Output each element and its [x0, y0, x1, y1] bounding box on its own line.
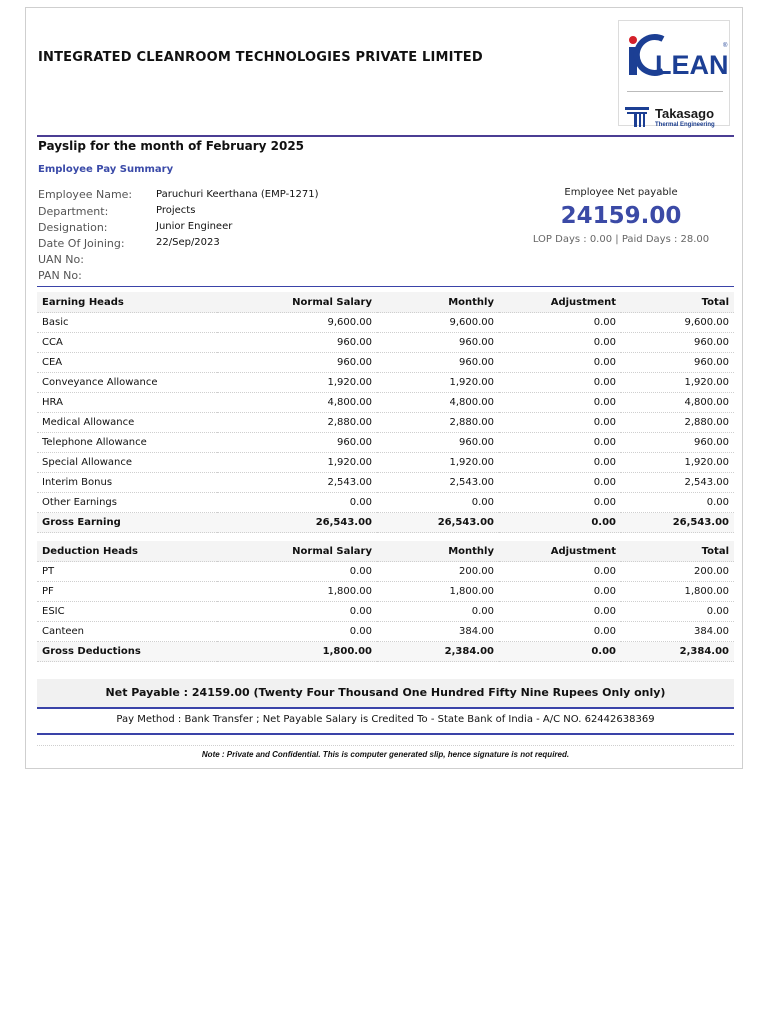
svg-text:LEAN: LEAN — [655, 50, 729, 80]
gross-earning-label: Gross Earning — [37, 513, 217, 533]
normal-salary: 960.00 — [217, 353, 377, 373]
adjustment: 0.00 — [499, 602, 621, 622]
normal-salary-header: Normal Salary — [217, 292, 377, 313]
monthly: 1,920.00 — [377, 453, 499, 473]
takasago-mark-icon — [625, 107, 651, 127]
adjustment: 0.00 — [499, 333, 621, 353]
adjustment: 0.00 — [499, 313, 621, 333]
earning-head: Special Allowance — [37, 453, 217, 473]
earning-head: Telephone Allowance — [37, 433, 217, 453]
deduction-heads-header: Deduction Heads — [37, 541, 217, 562]
note-divider — [37, 745, 734, 746]
summary-divider — [37, 286, 734, 287]
uan-label: UAN No: — [38, 253, 84, 266]
monthly-header: Monthly — [377, 541, 499, 562]
total: 2,543.00 — [621, 473, 734, 493]
takasago-name: Takasago — [655, 106, 715, 121]
total: 9,600.00 — [621, 313, 734, 333]
normal-salary: 0.00 — [217, 562, 377, 582]
joining-date-value: 22/Sep/2023 — [156, 237, 220, 248]
gross-monthly: 2,384.00 — [377, 642, 499, 662]
adjustment-header: Adjustment — [499, 541, 621, 562]
table-row — [37, 333, 734, 353]
payslip-sheet — [25, 7, 743, 769]
logo-divider — [627, 91, 723, 92]
total: 200.00 — [621, 562, 734, 582]
adjustment: 0.00 — [499, 413, 621, 433]
monthly: 960.00 — [377, 433, 499, 453]
gross-deductions-row — [37, 642, 734, 662]
pay-method-divider — [37, 733, 734, 735]
total: 2,880.00 — [621, 413, 734, 433]
earning-head: CCA — [37, 333, 217, 353]
monthly: 960.00 — [377, 353, 499, 373]
gross-adjustment: 0.00 — [499, 642, 621, 662]
table-row — [37, 562, 734, 582]
total-header: Total — [621, 541, 734, 562]
header-divider — [37, 135, 734, 137]
earning-heads-header: Earning Heads — [37, 292, 217, 313]
gross-total: 2,384.00 — [621, 642, 734, 662]
deductions-header-row — [37, 541, 734, 562]
adjustment: 0.00 — [499, 562, 621, 582]
normal-salary: 0.00 — [217, 602, 377, 622]
deduction-head: PF — [37, 582, 217, 602]
employee-name-label: Employee Name: — [38, 188, 133, 201]
total: 4,800.00 — [621, 393, 734, 413]
iclean-logo-icon — [619, 25, 731, 85]
total: 960.00 — [621, 333, 734, 353]
gross-adjustment: 0.00 — [499, 513, 621, 533]
earning-head: Medical Allowance — [37, 413, 217, 433]
adjustment: 0.00 — [499, 582, 621, 602]
adjustment: 0.00 — [499, 433, 621, 453]
gross-normal-salary: 26,543.00 — [217, 513, 377, 533]
employee-name-value: Paruchuri Keerthana (EMP-1271) — [156, 189, 319, 200]
adjustment: 0.00 — [499, 353, 621, 373]
net-payable-in-words: Net Payable : 24159.00 (Twenty Four Thousand One Hundred Fifty Nine Rupees Only only) — [37, 679, 734, 707]
normal-salary: 960.00 — [217, 333, 377, 353]
table-row — [37, 602, 734, 622]
adjustment-header: Adjustment — [499, 292, 621, 313]
total: 1,920.00 — [621, 373, 734, 393]
monthly-header: Monthly — [377, 292, 499, 313]
table-row — [37, 453, 734, 473]
earning-head: Interim Bonus — [37, 473, 217, 493]
monthly: 0.00 — [377, 602, 499, 622]
deductions-table — [37, 541, 734, 662]
normal-salary: 960.00 — [217, 433, 377, 453]
monthly: 1,920.00 — [377, 373, 499, 393]
monthly: 4,800.00 — [377, 393, 499, 413]
joining-date-label: Date Of Joining: — [38, 237, 125, 250]
normal-salary: 9,600.00 — [217, 313, 377, 333]
gross-total: 26,543.00 — [621, 513, 734, 533]
net-payable-amount: 24159.00 — [560, 203, 682, 229]
total: 1,800.00 — [621, 582, 734, 602]
earning-head: CEA — [37, 353, 217, 373]
adjustment: 0.00 — [499, 373, 621, 393]
svg-text:®: ® — [723, 43, 728, 49]
earning-head: Other Earnings — [37, 493, 217, 513]
net-payable-divider — [37, 707, 734, 709]
pan-label: PAN No: — [38, 269, 82, 282]
table-row — [37, 313, 734, 333]
total: 0.00 — [621, 602, 734, 622]
payslip-title: Payslip for the month of February 2025 — [38, 139, 305, 153]
adjustment: 0.00 — [499, 453, 621, 473]
monthly: 384.00 — [377, 622, 499, 642]
deduction-head: ESIC — [37, 602, 217, 622]
normal-salary: 2,880.00 — [217, 413, 377, 433]
earnings-table — [37, 292, 734, 533]
normal-salary: 2,543.00 — [217, 473, 377, 493]
total: 384.00 — [621, 622, 734, 642]
normal-salary: 1,800.00 — [217, 582, 377, 602]
monthly: 2,880.00 — [377, 413, 499, 433]
total: 960.00 — [621, 353, 734, 373]
designation-value: Junior Engineer — [156, 221, 233, 232]
monthly: 0.00 — [377, 493, 499, 513]
adjustment: 0.00 — [499, 493, 621, 513]
company-name: INTEGRATED CLEANROOM TECHNOLOGIES PRIVATE LIMITED — [38, 50, 483, 65]
pay-method: Pay Method : Bank Transfer ; Net Payable Salary is Credited To - State Bank of India - A/C NO. 62442638369 — [116, 714, 655, 725]
earning-head: HRA — [37, 393, 217, 413]
normal-salary: 1,920.00 — [217, 453, 377, 473]
company-logo — [618, 20, 730, 126]
normal-salary: 1,920.00 — [217, 373, 377, 393]
takasago-subtitle: Thermal Engineering — [655, 122, 715, 128]
gross-deductions-label: Gross Deductions — [37, 642, 217, 662]
gross-monthly: 26,543.00 — [377, 513, 499, 533]
confidential-note: Note : Private and Confidential. This is computer generated slip, hence signature is not required. — [201, 750, 570, 759]
adjustment: 0.00 — [499, 393, 621, 413]
table-row — [37, 493, 734, 513]
payslip-subtitle: Employee Pay Summary — [38, 164, 174, 175]
earning-head: Conveyance Allowance — [37, 373, 217, 393]
table-row — [37, 582, 734, 602]
table-row — [37, 353, 734, 373]
designation-label: Designation: — [38, 221, 108, 234]
table-row — [37, 622, 734, 642]
table-row — [37, 473, 734, 493]
deduction-head: Canteen — [37, 622, 217, 642]
normal-salary: 4,800.00 — [217, 393, 377, 413]
takasago-logo — [625, 107, 725, 129]
department-value: Projects — [156, 205, 196, 216]
normal-salary-header: Normal Salary — [217, 541, 377, 562]
total: 960.00 — [621, 433, 734, 453]
monthly: 200.00 — [377, 562, 499, 582]
deduction-head: PT — [37, 562, 217, 582]
gross-normal-salary: 1,800.00 — [217, 642, 377, 662]
table-row — [37, 413, 734, 433]
monthly: 2,543.00 — [377, 473, 499, 493]
adjustment: 0.00 — [499, 473, 621, 493]
normal-salary: 0.00 — [217, 493, 377, 513]
monthly: 960.00 — [377, 333, 499, 353]
total: 0.00 — [621, 493, 734, 513]
table-row — [37, 393, 734, 413]
gross-earning-row — [37, 513, 734, 533]
department-label: Department: — [38, 205, 109, 218]
adjustment: 0.00 — [499, 622, 621, 642]
earnings-header-row — [37, 292, 734, 313]
earning-head: Basic — [37, 313, 217, 333]
lop-paid-days: LOP Days : 0.00 | Paid Days : 28.00 — [532, 234, 710, 245]
total-header: Total — [621, 292, 734, 313]
total: 1,920.00 — [621, 453, 734, 473]
normal-salary: 0.00 — [217, 622, 377, 642]
net-payable-label: Employee Net payable — [564, 187, 678, 198]
table-row — [37, 373, 734, 393]
monthly: 1,800.00 — [377, 582, 499, 602]
table-row — [37, 433, 734, 453]
monthly: 9,600.00 — [377, 313, 499, 333]
